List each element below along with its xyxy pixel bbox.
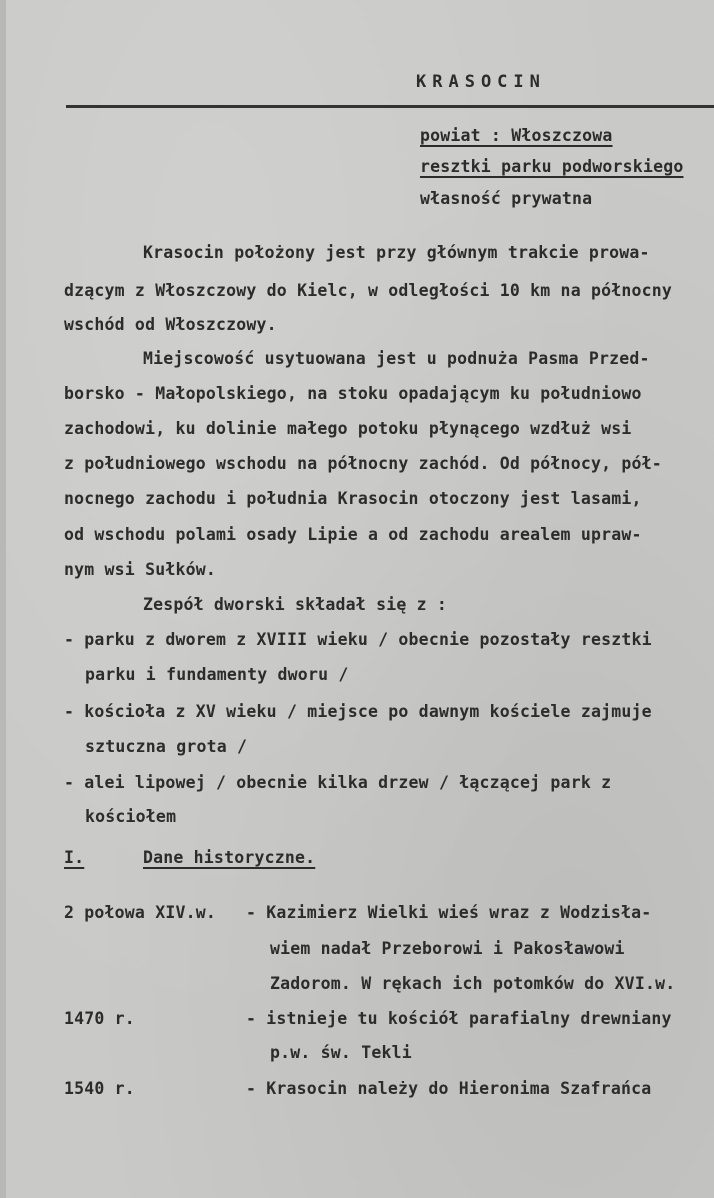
list-item: - kościoła z XV wieku / miejsce po dawnym kościele zajmuje [64, 702, 652, 721]
paragraph-line: zachodowi, ku dolinie małego potoku płynącego wzdłuż wsi [64, 419, 632, 438]
paragraph-line: od wschodu polami osady Lipie a od zachodu arealem upraw- [64, 525, 642, 544]
paragraph-line: z południowego wschodu na północny zachód. Od północy, pół- [64, 454, 662, 473]
list-item-continuation: sztuczna grota / [85, 737, 248, 756]
scan-edge [0, 0, 6, 1198]
history-text: Zadorom. W rękach ich potomków do XVI.w. [270, 974, 676, 993]
list-item-continuation: kościołem [85, 807, 177, 826]
list-item: - parku z dworem z XVIII wieku / obecnie pozostały resztki [64, 630, 652, 649]
meta-ownership: własność prywatna [420, 189, 593, 208]
history-date: 1470 r. [64, 1009, 135, 1028]
history-text: - Krasocin należy do Hieronima Szafrańca [246, 1079, 652, 1098]
list-item: - alei lipowej / obecnie kilka drzew / łączącej park z [64, 773, 612, 792]
document-title: KRASOCIN [416, 72, 546, 92]
paragraph-line: dzącym z Włoszczowy do Kielc, w odległości 10 km na północny [64, 281, 673, 300]
history-date: 1540 r. [64, 1079, 135, 1098]
section-title: Dane historyczne. [143, 848, 316, 867]
paragraph-line: Zespół dworski składał się z : [143, 595, 448, 614]
meta-district: powiat : Włoszczowa [420, 126, 613, 145]
list-item-continuation: parku i fundamenty dworu / [85, 665, 349, 684]
meta-type: resztki parku podworskiego [420, 157, 684, 176]
history-text: p.w. św. Tekli [270, 1043, 412, 1062]
paragraph-line: nocnego zachodu i południa Krasocin otoczony jest lasami, [64, 489, 642, 508]
title-rule [66, 105, 714, 108]
history-text: - istnieje tu kościół parafialny drewniany [246, 1009, 672, 1028]
section-number: I. [64, 848, 85, 867]
paragraph-line: wschód od Włoszczowy. [64, 315, 277, 334]
history-date: 2 połowa XIV.w. [64, 903, 217, 922]
paragraph-line: nym wsi Sułków. [64, 560, 217, 579]
paragraph-line: Krasocin położony jest przy głównym trakcie prowa- [143, 243, 650, 262]
paragraph-line: Miejscowość usytuowana jest u podnuża Pasma Przed- [143, 349, 650, 368]
history-text: - Kazimierz Wielki wieś wraz z Wodzisła- [246, 903, 652, 922]
history-text: wiem nadał Przeborowi i Pakosławowi [270, 939, 625, 958]
paragraph-line: borsko - Małopolskiego, na stoku opadającym ku południowo [64, 384, 642, 403]
